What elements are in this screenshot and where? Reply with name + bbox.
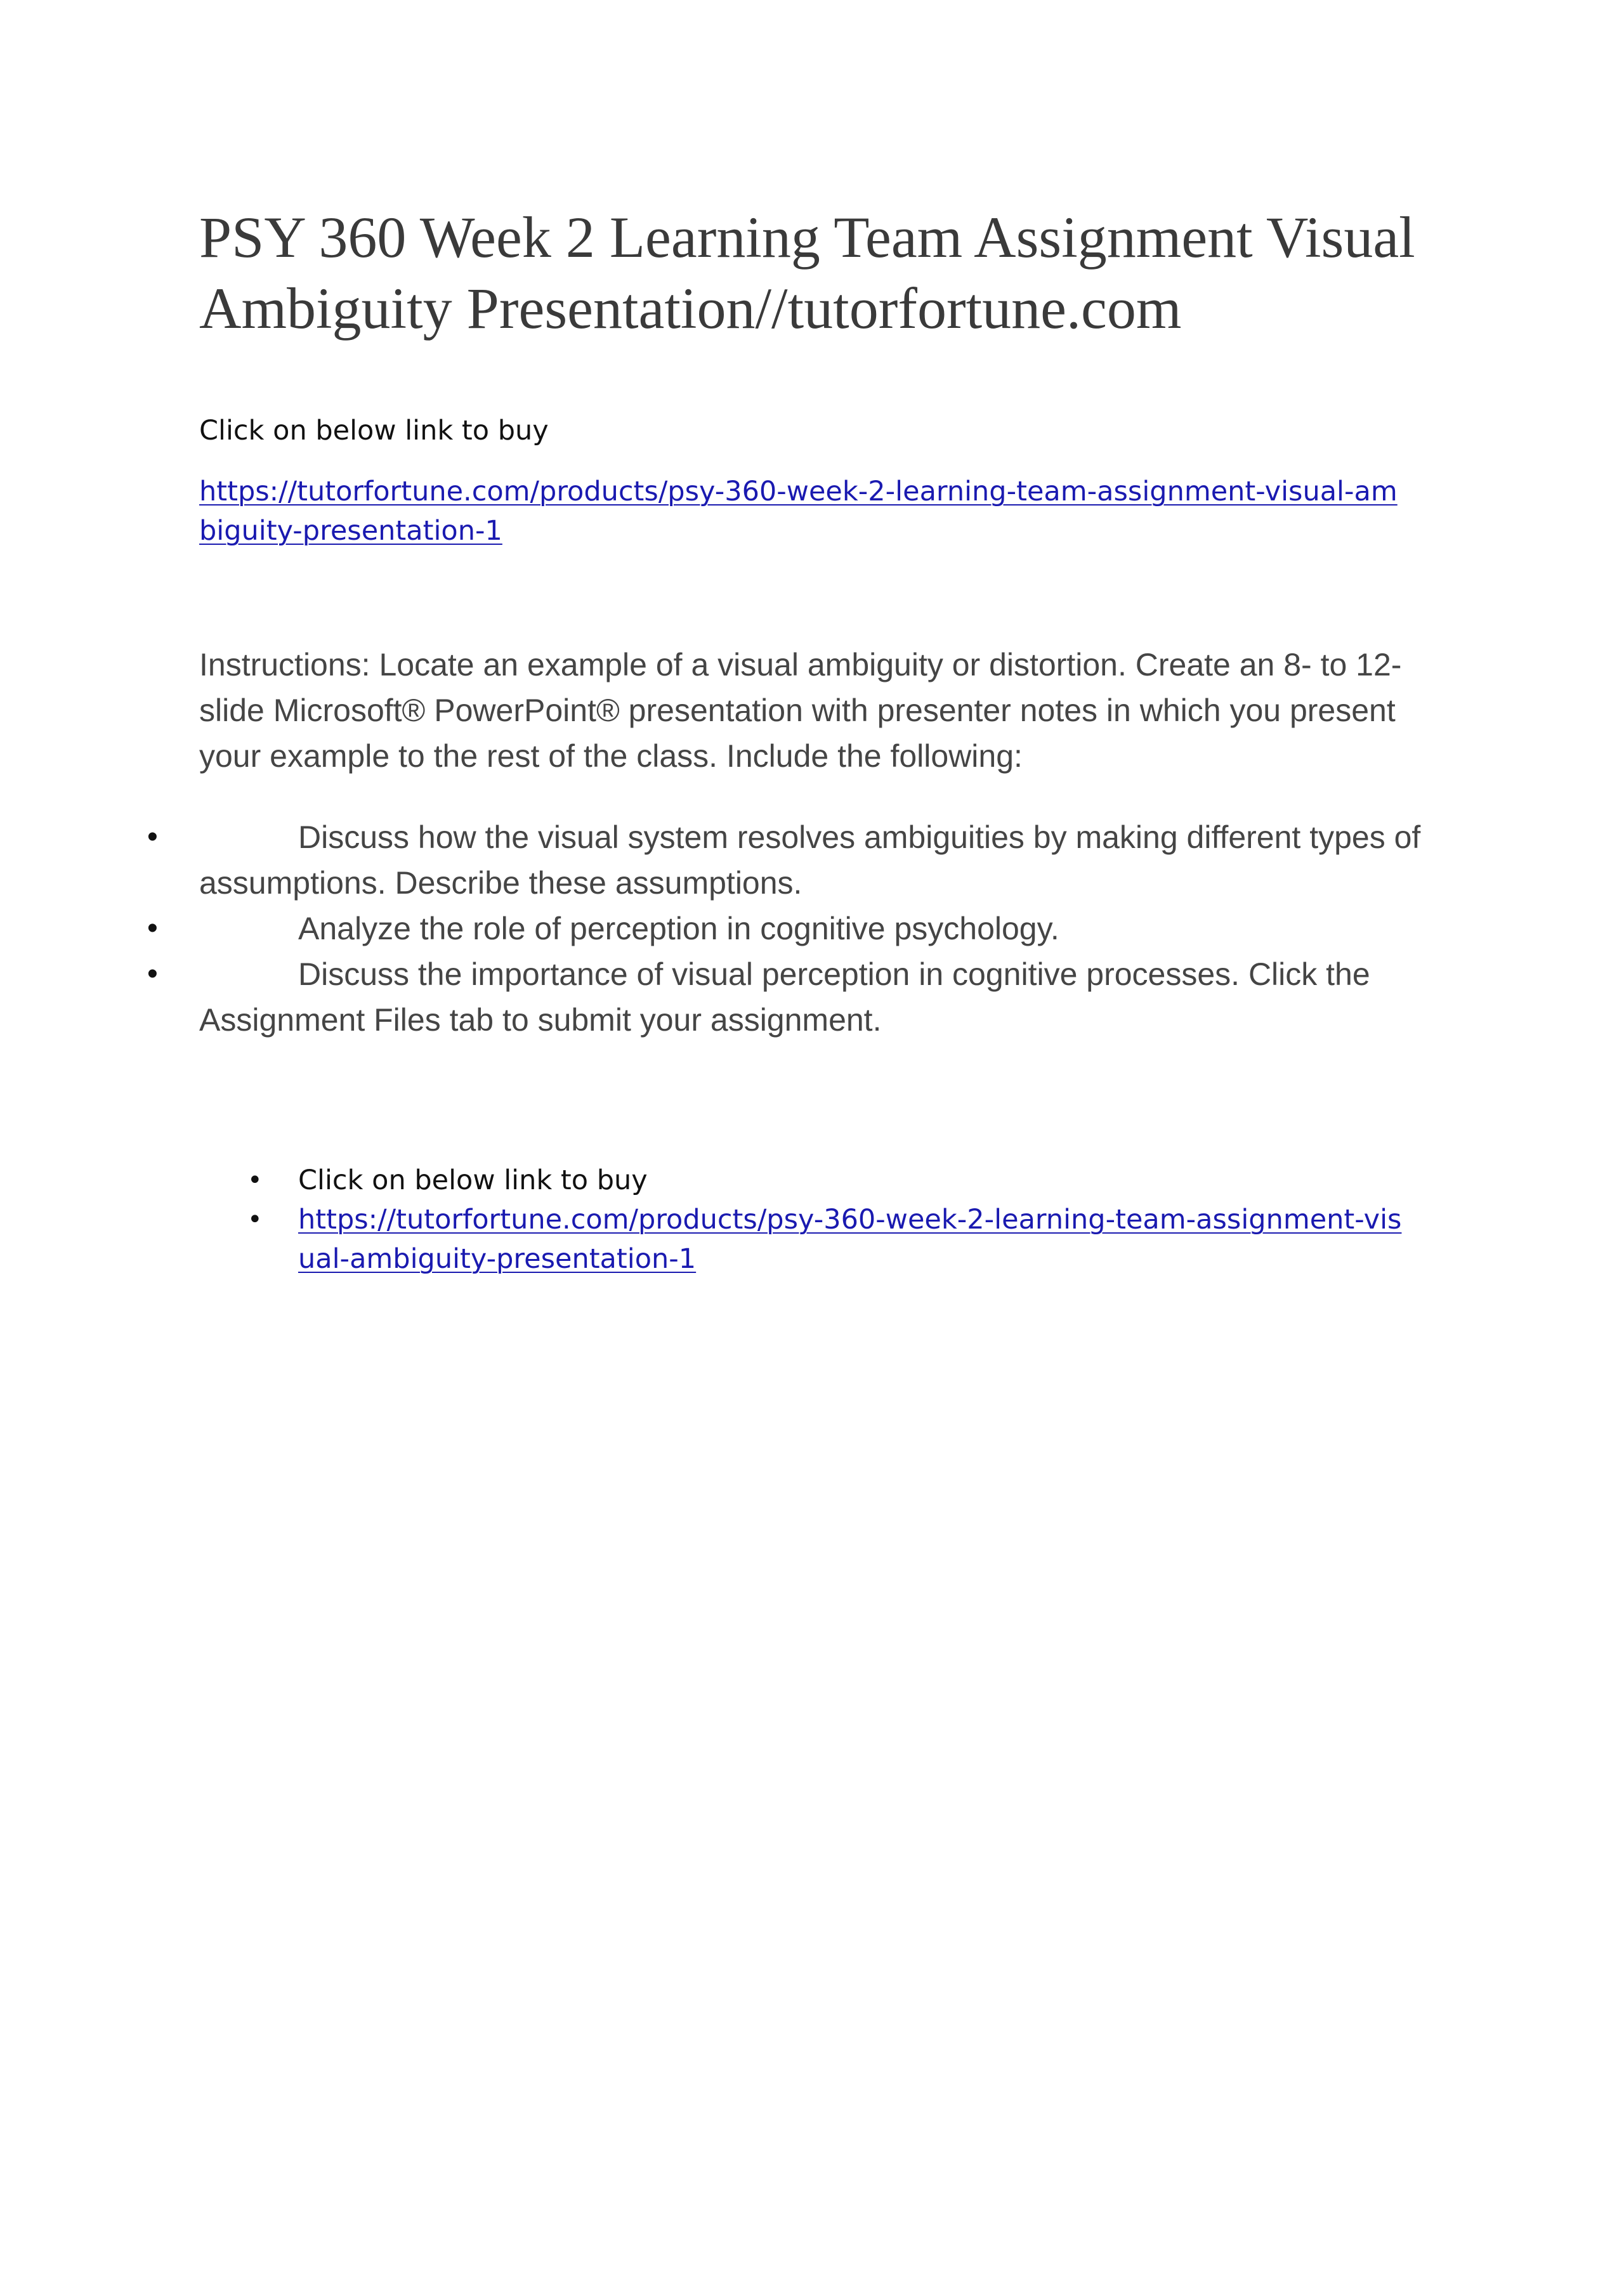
list-item (247, 1200, 1415, 1279)
buy-prompt-text: Click on below link to buy (199, 415, 549, 447)
bullet-icon: • (247, 1205, 263, 1234)
list-item-text: Analyze the role of perception in cognitive psychology. (298, 911, 1059, 946)
page-title: PSY 360 Week 2 Learning Team Assignment Visual Ambiguity Presentation//tutorfortune.com (199, 205, 1415, 341)
list-item (247, 1161, 1415, 1200)
list-item-text: Discuss the importance of visual perception in cognitive processes. Click the Assignment Files tab to submit your assignment. (199, 956, 1370, 1038)
buy-link-list (247, 1161, 1415, 1279)
list-item (147, 814, 1443, 906)
instructions-paragraph: Instructions: Locate an example of a visual ambiguity or distortion. Create an 8- to 12-slide Microsoft® PowerPoint® presentation with presenter notes in which you present your example to the rest of the class. Include the following: (199, 647, 1402, 774)
product-link[interactable]: https://tutorfortune.com/products/psy-360-week-2-learning-team-assignment-visual-ambiguity-presentation-1 (298, 1204, 1402, 1275)
list-item-text: Discuss how the visual system resolves ambiguities by making different types of assumptions. Describe these assumptions. (199, 819, 1421, 901)
list-item (147, 906, 1443, 951)
product-link[interactable]: https://tutorfortune.com/products/psy-360-week-2-learning-team-assignment-visual-ambiguity-presentation-1 (199, 476, 1398, 547)
buy-prompt-text: Click on below link to buy (298, 1164, 648, 1196)
requirements-list (147, 814, 1443, 1043)
bullet-icon: • (147, 820, 158, 854)
list-item (147, 951, 1443, 1043)
bullet-icon: • (147, 911, 158, 945)
bullet-icon: • (147, 957, 158, 991)
bullet-icon: • (247, 1166, 263, 1195)
